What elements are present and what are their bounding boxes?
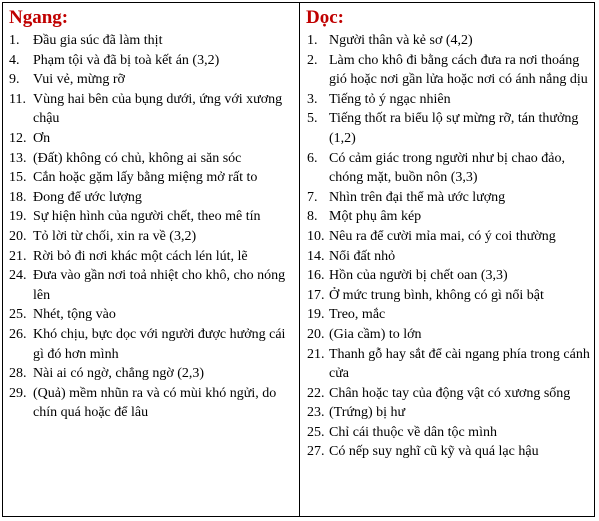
- down-clue: [300, 247, 590, 267]
- across-clue-text: Tỏ lời từ chối, xin ra về (3,2): [33, 228, 197, 244]
- down-clue-text: Ở mức trung bình, không có gì nổi bật: [329, 287, 544, 303]
- across-clue-number: 12.: [9, 130, 27, 146]
- down-clue-number: 23.: [307, 405, 325, 421]
- down-clue-text: Nêu ra để cười mỉa mai, có ý coi thường: [329, 228, 556, 244]
- across-clue: [3, 247, 295, 267]
- across-heading: Ngang:: [9, 7, 69, 28]
- down-clue-number: 20.: [307, 326, 325, 342]
- down-clue-number: 17.: [307, 287, 325, 303]
- down-clue-number: 21.: [307, 346, 325, 362]
- across-clue-text: Vùng hai bên của bụng dưới, ứng với xương chậu: [33, 91, 283, 127]
- across-clue: [3, 149, 295, 169]
- down-clue-number: 14.: [307, 248, 325, 264]
- across-clue-number: 25.: [9, 307, 27, 323]
- across-clue-text: Vui vẻ, mừng rỡ: [33, 72, 125, 88]
- down-clue-number: 16.: [307, 268, 325, 284]
- across-clue-text: Nài ai có ngờ, chẳng ngờ (2,3): [33, 366, 205, 382]
- down-clue: [300, 442, 590, 462]
- across-clue-number: 15.: [9, 170, 27, 186]
- down-clue-list: [300, 31, 594, 462]
- across-clue-text: Đong để ước lượng: [33, 189, 142, 205]
- crossword-clues-table: [2, 2, 595, 517]
- down-clue-text: Treo, mắc: [329, 307, 386, 323]
- across-clue-text: Khó chịu, bực dọc với người được hưởng cái gì đó hơn mình: [33, 326, 286, 362]
- down-clue-text: Thanh gỗ hay sắt để cài ngang phía trong cánh cửa: [329, 346, 590, 382]
- across-clue-list: [3, 31, 299, 423]
- across-clue: [3, 364, 295, 384]
- across-clue-number: 1.: [9, 33, 20, 48]
- down-column: [300, 3, 594, 516]
- across-clue-number: 19.: [9, 209, 27, 225]
- down-clue-number: 27.: [307, 444, 325, 460]
- down-clue: [300, 51, 590, 90]
- across-clue-number: 11.: [9, 91, 26, 107]
- down-clue-number: 1.: [307, 33, 318, 48]
- down-clue-text: Tiếng tỏ ý ngạc nhiên: [329, 91, 451, 107]
- down-clue: [300, 266, 590, 286]
- across-clue-text: Phạm tội và đã bị toà kết án (3,2): [33, 52, 220, 68]
- across-clue-number: 29.: [9, 385, 27, 401]
- across-clue-text: (Đất) không có chủ, không ai săn sóc: [33, 150, 242, 166]
- down-clue-number: 3.: [307, 91, 318, 107]
- across-clue-text: Đưa vào gần nơi toả nhiệt cho khô, cho nóng lên: [33, 268, 286, 303]
- across-clue-number: 13.: [9, 150, 27, 166]
- down-clue-text: (Gia cầm) to lớn: [329, 326, 422, 342]
- down-clue: [300, 345, 590, 384]
- down-clue-text: Hồn của người bị chết oan (3,3): [329, 268, 508, 284]
- down-clue: [300, 286, 590, 306]
- across-clue: [3, 325, 295, 364]
- down-heading: Dọc:: [306, 7, 344, 28]
- across-column: [3, 3, 300, 516]
- down-clue-text: Người thân và kẻ sơ (4,2): [329, 33, 473, 48]
- down-clue: [300, 227, 590, 247]
- across-clue: [3, 207, 295, 227]
- across-clue-text: Rời bỏ đi nơi khác một cách lén lút, lẽ: [33, 248, 248, 264]
- down-clue-text: Nổi đất nhỏ: [329, 248, 396, 264]
- down-clue: [300, 109, 590, 148]
- down-clue-text: Nhìn trên đại thể mà ước lượng: [329, 189, 506, 205]
- across-clue: [3, 31, 295, 51]
- down-clue: [300, 325, 590, 345]
- across-clue-text: Ơn: [33, 130, 51, 146]
- down-clue: [300, 149, 590, 188]
- down-clue-number: 22.: [307, 385, 325, 401]
- across-clue-text: Cắn hoặc gặm lấy bằng miệng mở rất to: [33, 170, 258, 186]
- down-clue-text: Một phụ âm kép: [329, 209, 422, 225]
- across-clue-number: 24.: [9, 268, 27, 284]
- down-clue-text: (Trứng) bị hư: [329, 405, 406, 421]
- down-clue: [300, 403, 590, 423]
- across-clue: [3, 90, 295, 129]
- down-clue-number: 10.: [307, 228, 325, 244]
- down-clue-text: Chỉ cái thuộc về dân tộc mình: [329, 424, 497, 440]
- across-clue-text: Nhét, tộng vào: [33, 307, 116, 323]
- down-clue-text: Có cảm giác trong người như bị chao đảo, chóng mặt, buồn nôn (3,3): [329, 150, 566, 186]
- down-clue-text: Tiếng thốt ra biểu lộ sự mừng rỡ, tán thưởng (1,2): [329, 111, 579, 146]
- down-clue: [300, 384, 590, 404]
- down-clue: [300, 305, 590, 325]
- across-clue: [3, 227, 295, 247]
- down-clue: [300, 90, 590, 110]
- across-clue-number: 9.: [9, 72, 20, 88]
- across-clue-text: Sự hiện hình của người chết, theo mê tín: [33, 209, 261, 225]
- down-clue-number: 5.: [307, 111, 318, 127]
- across-clue: [3, 168, 295, 188]
- down-clue: [300, 31, 590, 51]
- down-clue: [300, 207, 590, 227]
- across-clue-number: 26.: [9, 326, 27, 342]
- down-clue-number: 19.: [307, 307, 325, 323]
- across-clue-text: (Quả) mềm nhũn ra và có mùi khó ngửi, do chín quá hoặc để lâu: [33, 385, 277, 421]
- down-clue: [300, 188, 590, 208]
- down-clue-number: 25.: [307, 424, 325, 440]
- across-clue-number: 20.: [9, 228, 27, 244]
- across-clue: [3, 266, 295, 305]
- across-clue: [3, 70, 295, 90]
- across-clue: [3, 188, 295, 208]
- across-clue: [3, 51, 295, 71]
- across-clue: [3, 129, 295, 149]
- across-clue: [3, 305, 295, 325]
- down-clue-number: 8.: [307, 209, 318, 225]
- across-clue-text: Đầu gia súc đã làm thịt: [33, 33, 163, 48]
- down-clue-number: 7.: [307, 189, 318, 205]
- across-clue-number: 28.: [9, 366, 27, 382]
- down-clue-number: 2.: [307, 52, 318, 68]
- across-clue-number: 4.: [9, 52, 20, 68]
- down-clue-number: 6.: [307, 150, 318, 166]
- down-clue-text: Có nếp suy nghĩ cũ kỹ và quá lạc hậu: [329, 444, 539, 460]
- across-clue-number: 18.: [9, 189, 27, 205]
- down-clue-text: Làm cho khô đi bằng cách đưa ra nơi thoáng gió hoặc nơi gần lửa hoặc nơi có ánh nắng dịu: [329, 52, 588, 88]
- across-clue-number: 21.: [9, 248, 27, 264]
- down-clue-text: Chân hoặc tay của động vật có xương sống: [329, 385, 571, 401]
- down-clue: [300, 423, 590, 443]
- across-clue: [3, 384, 295, 423]
